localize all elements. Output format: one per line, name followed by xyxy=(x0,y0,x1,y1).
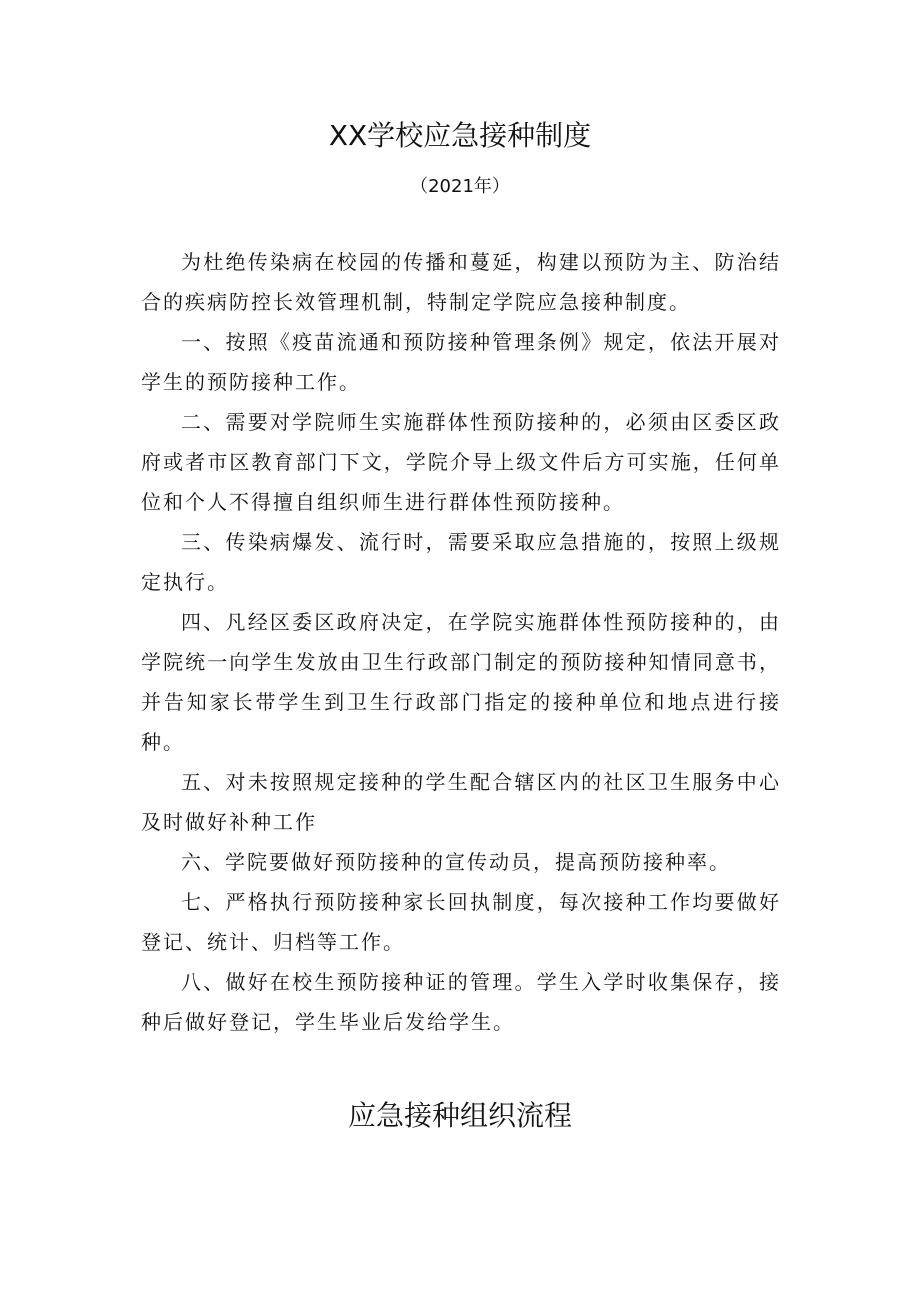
paragraph-7: 七、严格执行预防接种家长回执制度，每次接种工作均要做好登记、统计、归档等工作。 xyxy=(141,890,781,954)
paragraph-6: 六、学院要做好预防接种的宣传动员，提高预防接种率。 xyxy=(181,850,731,874)
document-year: （2021年） xyxy=(410,176,510,197)
section-title: 应急接种组织流程 xyxy=(347,1099,572,1132)
paragraph-2: 二、需要对学院师生实施群体性预防接种的，必须由区委区政府或者市区教育部门下文，学院介导上级文件后方可实施，任何单位和个人不得擅自组织师生进行群体性预防接种。 xyxy=(141,410,781,514)
document-body xyxy=(141,242,781,1042)
paragraph-4: 四、凡经区委区政府决定，在学院实施群体性预防接种的，由学院统一向学生发放由卫生行政部门制定的预防接种知情同意书，并告知家长带学生到卫生行政部门指定的接种单位和地点进行接种。 xyxy=(141,610,781,754)
paragraph-1: 一、按照《疫苗流通和预防接种管理条例》规定，依法开展对学生的预防接种工作。 xyxy=(141,330,781,394)
paragraph-8: 八、做好在校生预防接种证的管理。学生入学时收集保存，接种后做好登记，学生毕业后发给学生。 xyxy=(141,970,781,1034)
document-title: XX学校应急接种制度 xyxy=(328,119,592,152)
paragraph-intro: 为杜绝传染病在校园的传播和蔓延，构建以预防为主、防治结合的疾病防控长效管理机制，特制定学院应急接种制度。 xyxy=(141,250,781,314)
paragraph-3: 三、传染病爆发、流行时，需要采取应急措施的，按照上级规定执行。 xyxy=(141,530,781,594)
paragraph-5: 五、对未按照规定接种的学生配合辖区内的社区卫生服务中心及时做好补种工作 xyxy=(141,770,781,834)
